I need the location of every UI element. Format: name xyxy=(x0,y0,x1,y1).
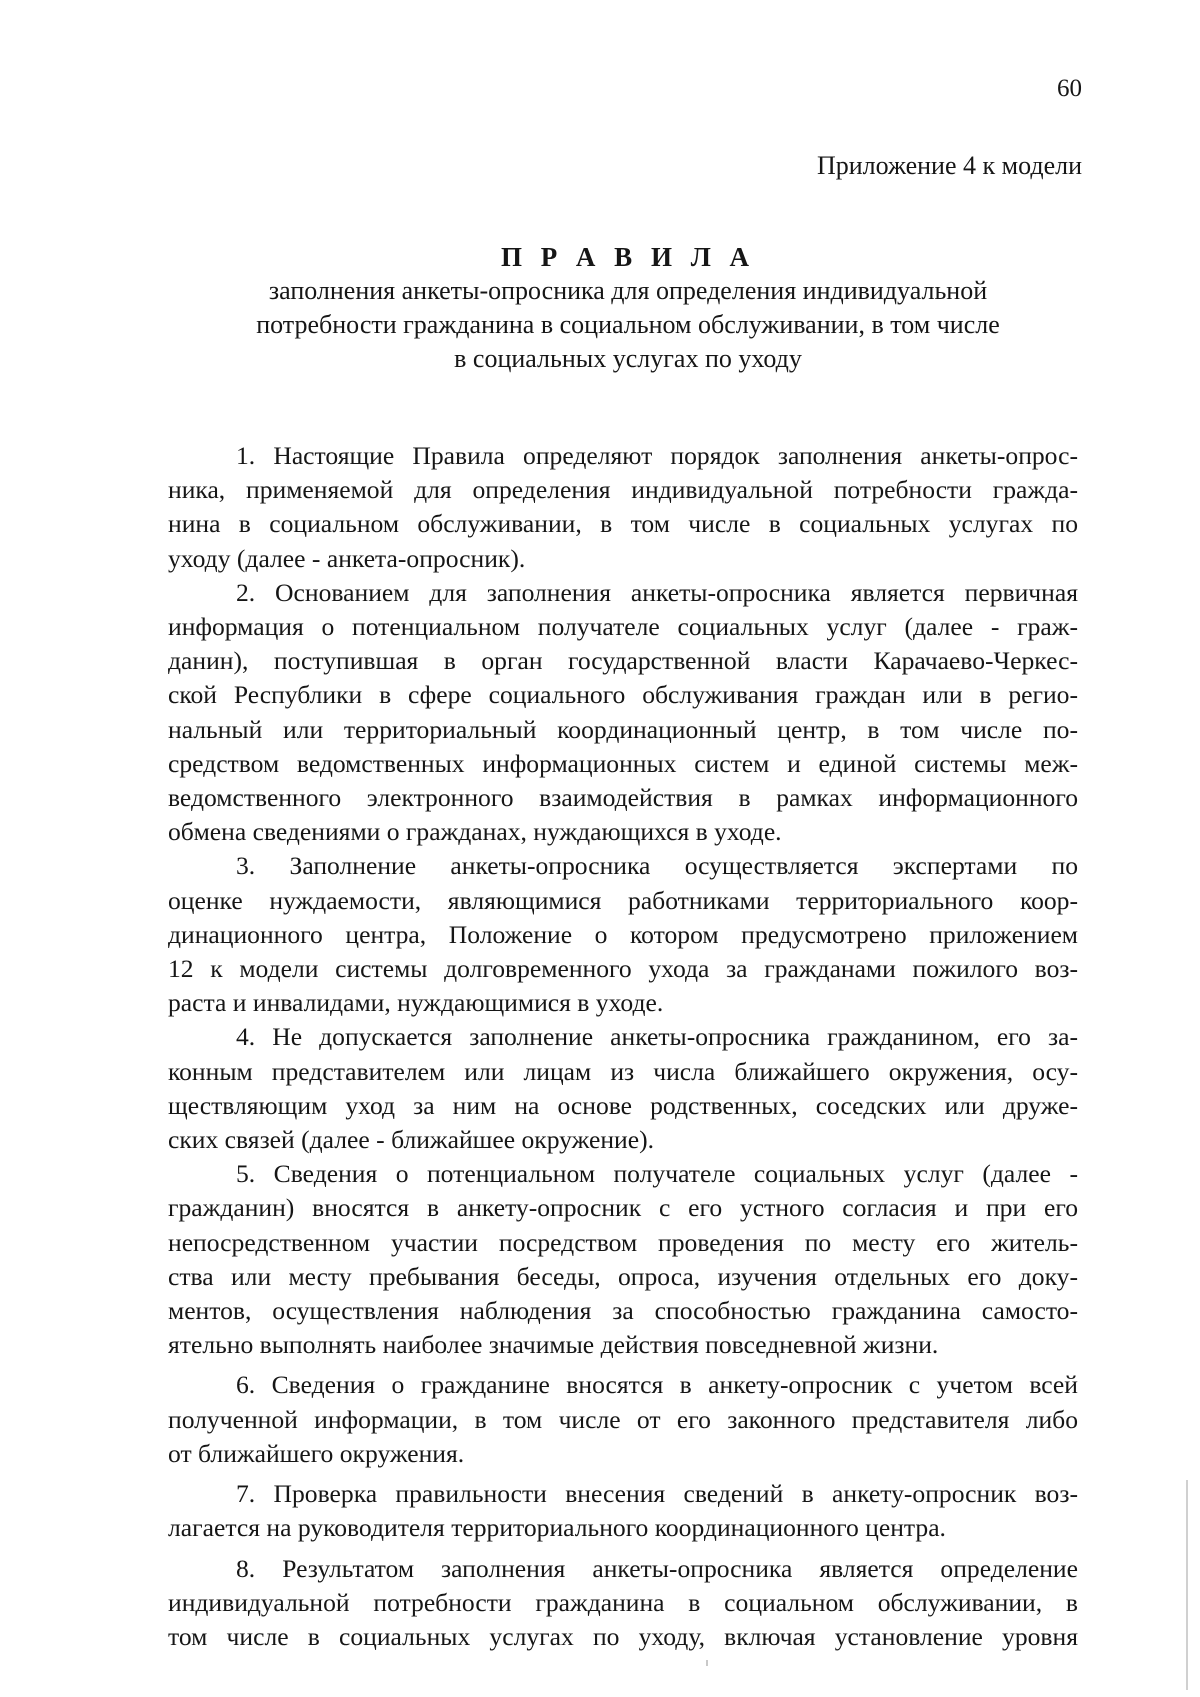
paragraph-5 xyxy=(168,1157,1078,1362)
paragraph-line: непосредственном участии посредством проведения по месту его житель- xyxy=(168,1227,1078,1257)
paragraph-line: ментов, осуществления наблюдения за способностью гражданина самосто- xyxy=(168,1296,1078,1326)
subtitle-line: заполнения анкеты-опросника для определения индивидуальной xyxy=(268,276,988,305)
paragraph-line: 8. Результатом заполнения анкеты-опросника является определение xyxy=(236,1553,1078,1583)
paragraph-8 xyxy=(168,1552,1078,1655)
subtitle-line: в социальных услугах по уходу xyxy=(454,344,802,373)
paragraph-line: информация о потенциальном получателе социальных услуг (далее - граж- xyxy=(168,612,1078,642)
paragraph-line: нальный или территориальный координационный центр, в том числе по- xyxy=(168,714,1078,744)
paragraph-line: 5. Сведения о потенциальном получателе социальных услуг (далее - xyxy=(236,1159,1078,1189)
paragraph-line: ской Республики в сфере социального обслуживания граждан или в регио- xyxy=(168,680,1078,710)
scan-speck xyxy=(706,1660,708,1666)
paragraph-line: нина в социальном обслуживании, в том числе в социальных услугах по xyxy=(168,509,1078,539)
paragraph-line: индивидуальной потребности гражданина в социальном обслуживании, в xyxy=(168,1587,1078,1617)
paragraph-line: ведомственного электронного взаимодействия в рамках информационного xyxy=(168,783,1078,813)
paragraph-line: 7. Проверка правильности внесения сведений в анкету-опросник воз- xyxy=(236,1479,1078,1509)
paragraph-line: гражданин) вносятся в анкету-опросник с его устного согласия и при его xyxy=(168,1193,1078,1223)
paragraph-line: оценке нуждаемости, являющимися работниками территориального коор- xyxy=(168,885,1078,915)
paragraph-line: от ближайшего окружения. xyxy=(168,1438,465,1468)
title-block xyxy=(168,240,1088,376)
paragraph-6 xyxy=(168,1368,1078,1471)
paragraph-line: ятельно выполнять наиболее значимые действия повседневной жизни. xyxy=(168,1330,939,1360)
paragraph-line: полученной информации, в том числе от его законного представителя либо xyxy=(168,1404,1078,1434)
paragraph-line: ских связей (далее - ближайшее окружение). xyxy=(168,1125,655,1155)
paragraph-line: ществляющим уход за ним на основе родственных, соседских или друже- xyxy=(168,1090,1078,1120)
paragraph-line: 12 к модели системы долговременного ухода за гражданами пожилого воз- xyxy=(168,954,1078,984)
paragraph-line: обмена сведениями о гражданах, нуждающихся в уходе. xyxy=(168,817,782,847)
paragraph-7 xyxy=(168,1477,1078,1545)
paragraph-line: ника, применяемой для определения индивидуальной потребности гражда- xyxy=(168,475,1078,505)
document-body xyxy=(168,439,1078,1654)
subtitle-line: потребности гражданина в социальном обслуживании, в том числе xyxy=(256,310,1000,339)
paragraph-4 xyxy=(168,1020,1078,1157)
paragraph-1 xyxy=(168,439,1078,576)
paragraph-line: данин), поступившая в орган государственной власти Карачаево-Черкес- xyxy=(168,646,1078,676)
appendix-reference: Приложение 4 к модели xyxy=(816,151,1082,180)
paragraph-line: 3. Заполнение анкеты-опросника осуществляется экспертами по xyxy=(236,851,1078,881)
paragraph-line: ства или месту пребывания беседы, опроса, изучения отдельных его доку- xyxy=(168,1261,1078,1291)
paragraph-line: 4. Не допускается заполнение анкеты-опросника гражданином, его за- xyxy=(236,1022,1078,1052)
paragraph-line: 2. Основанием для заполнения анкеты-опросника является первичная xyxy=(236,577,1078,607)
paragraph-line: том числе в социальных услугах по уходу, включая установление уровня xyxy=(168,1621,1078,1651)
scan-edge-mark xyxy=(1186,1480,1188,1690)
paragraph-3 xyxy=(168,849,1078,1020)
page-number: 60 xyxy=(1057,75,1082,102)
paragraph-line: раста и инвалидами, нуждающимися в уходе. xyxy=(168,988,664,1018)
paragraph-line: 6. Сведения о гражданине вносятся в анкету-опросник с учетом всей xyxy=(236,1370,1078,1400)
paragraph-line: динационного центра, Положение о котором предусмотрено приложением xyxy=(168,919,1078,949)
paragraph-2 xyxy=(168,576,1078,850)
paragraph-line: конным представителем или лицам из числа ближайшего окружения, осу- xyxy=(168,1056,1078,1086)
paragraph-line: лагается на руководителя территориального координационного центра. xyxy=(168,1513,946,1543)
document-title: П Р А В И Л А xyxy=(500,242,756,272)
paragraph-line: уходу (далее - анкета-опросник). xyxy=(168,543,526,573)
paragraph-line: средством ведомственных информационных систем и единой системы меж- xyxy=(168,748,1078,778)
paragraph-line: 1. Настоящие Правила определяют порядок заполнения анкеты-опрос- xyxy=(236,441,1078,470)
